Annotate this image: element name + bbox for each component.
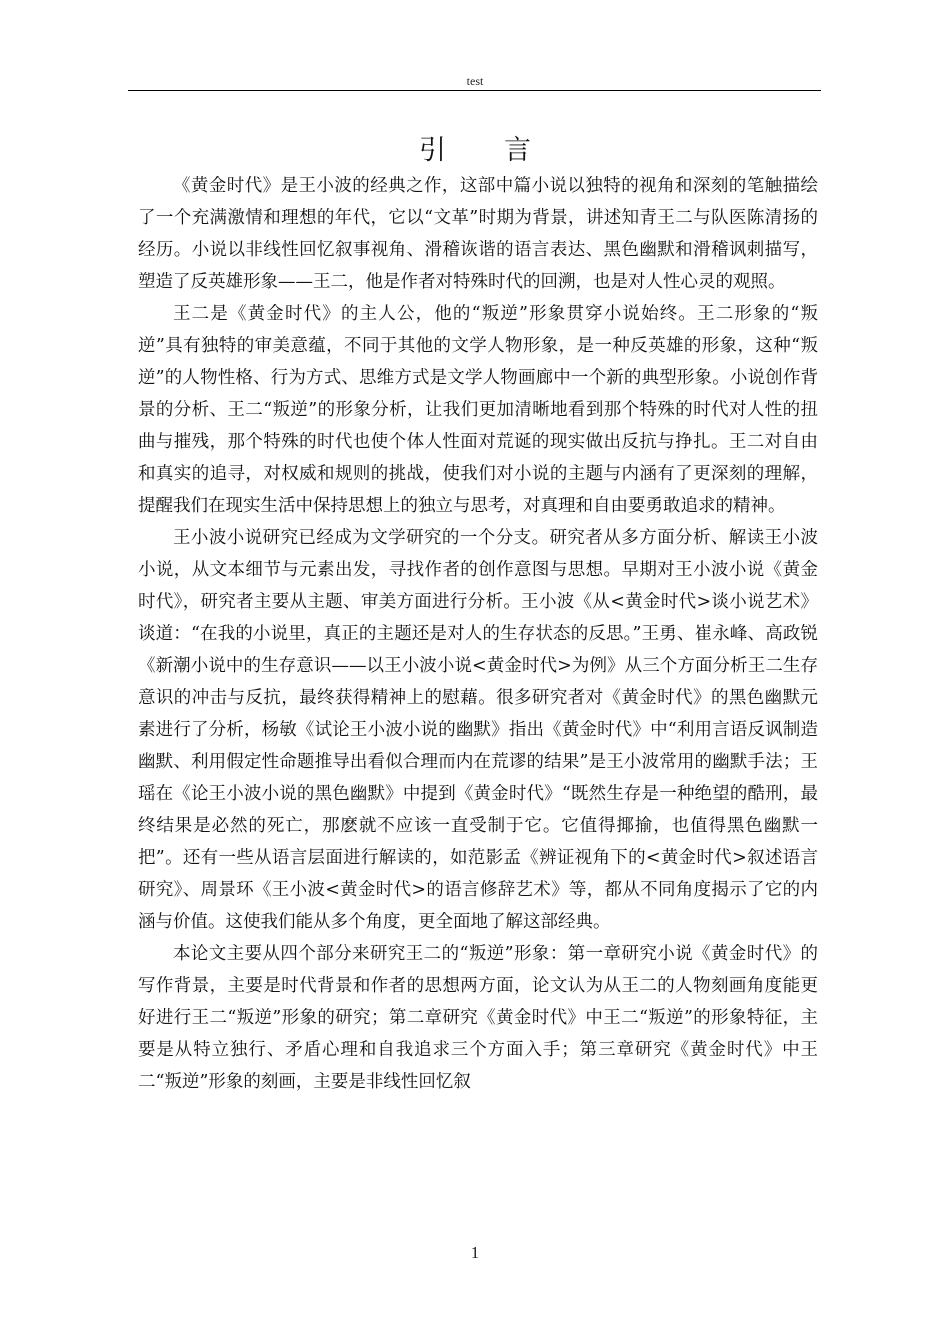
section-title: 引言 [419,135,589,166]
paragraph-1: 《黄金时代》是王小波的经典之作，这部中篇小说以独特的视角和深刻的笔触描绘了一个充满激情和理想的年代，它以“文革”时期为背景，讲述知青王二与队医陈清扬的经历。小说以非线性回忆叙事视角、滑稽诙谐的语言表达、黑色幽默和滑稽讽刺描写，塑造了反英雄形象——王二，他是作者对特殊时代的回溯，也是对人性心灵的观照。 [138,176,818,292]
page-number: 1 [470,1243,480,1262]
running-header: test [466,74,484,88]
body-text [138,170,818,1098]
paragraph-2: 王二是《黄金时代》的主人公，他的“叛逆”形象贯穿小说始终。王二形象的“叛逆”具有独特的审美意蕴，不同于其他的文学人物形象，是一种反英雄的形象，这种“叛逆”的人物性格、行为方式、思维方式是文学人物画廊中一个新的典型形象。小说创作背景的分析、王二“叛逆”的形象分析，让我们更加清晰地看到那个特殊的时代对人性的扭曲与摧残，那个特殊的时代也使个体人性面对荒诞的现实做出反抗与挣扎。王二对自由和真实的追寻，对权威和规则的挑战，使我们对小说的主题与内涵有了更深刻的理解，提醒我们在现实生活中保持思想上的独立与思考，对真理和自由要勇敢追求的精神。 [138,304,818,516]
paragraph-3: 王小波小说研究已经成为文学研究的一个分支。研究者从多方面分析、解读王小波小说，从文本细节与元素出发，寻找作者的创作意图与思想。早期对王小波小说《黄金时代》，研究者主要从主题、审美方面进行分析。王小波《从<黄金时代>谈小说艺术》谈道：“在我的小说里，真正的主题还是对人的生存状态的反思。”王勇、崔永峰、高政锐《新潮小说中的生存意识——以王小波小说<黄金时代>为例》从三个方面分析王二生存意识的冲击与反抗，最终获得精神上的慰藉。很多研究者对《黄金时代》的黑色幽默元素进行了分析，杨敏《试论王小波小说的幽默》指出《黄金时代》中“利用言语反讽制造幽默、利用假定性命题推导出看似合理而内在荒谬的结果”是王小波常用的幽默手法；王瑶在《论王小波小说的黑色幽默》中提到《黄金时代》“既然生存是一种绝望的酷刑，最终结果是必然的死亡，那麽就不应该一直受制于它。它值得揶揄，也值得黑色幽默一把”。还有一些从语言层面进行解读的，如范影孟《辨证视角下的<黄金时代>叙述语言研究》、周景环《王小波<黄金时代>的语言修辞艺术》等，都从不同角度揭示了它的内涵与价值。这使我们能从多个角度，更全面地了解这部经典。 [138,528,818,932]
header-divider [128,90,821,91]
paragraph-4: 本论文主要从四个部分来研究王二的“叛逆”形象：第一章研究小说《黄金时代》的写作背景，主要是时代背景和作者的思想两方面，论文认为从王二的人物刻画角度能更好进行王二“叛逆”形象的研究；第二章研究《黄金时代》中王二“叛逆”的形象特征，主要是从特立独行、矛盾心理和自我追求三个方面入手；第三章研究《黄金时代》中王二“叛逆”形象的刻画，主要是非线性回忆叙 [138,944,818,1092]
